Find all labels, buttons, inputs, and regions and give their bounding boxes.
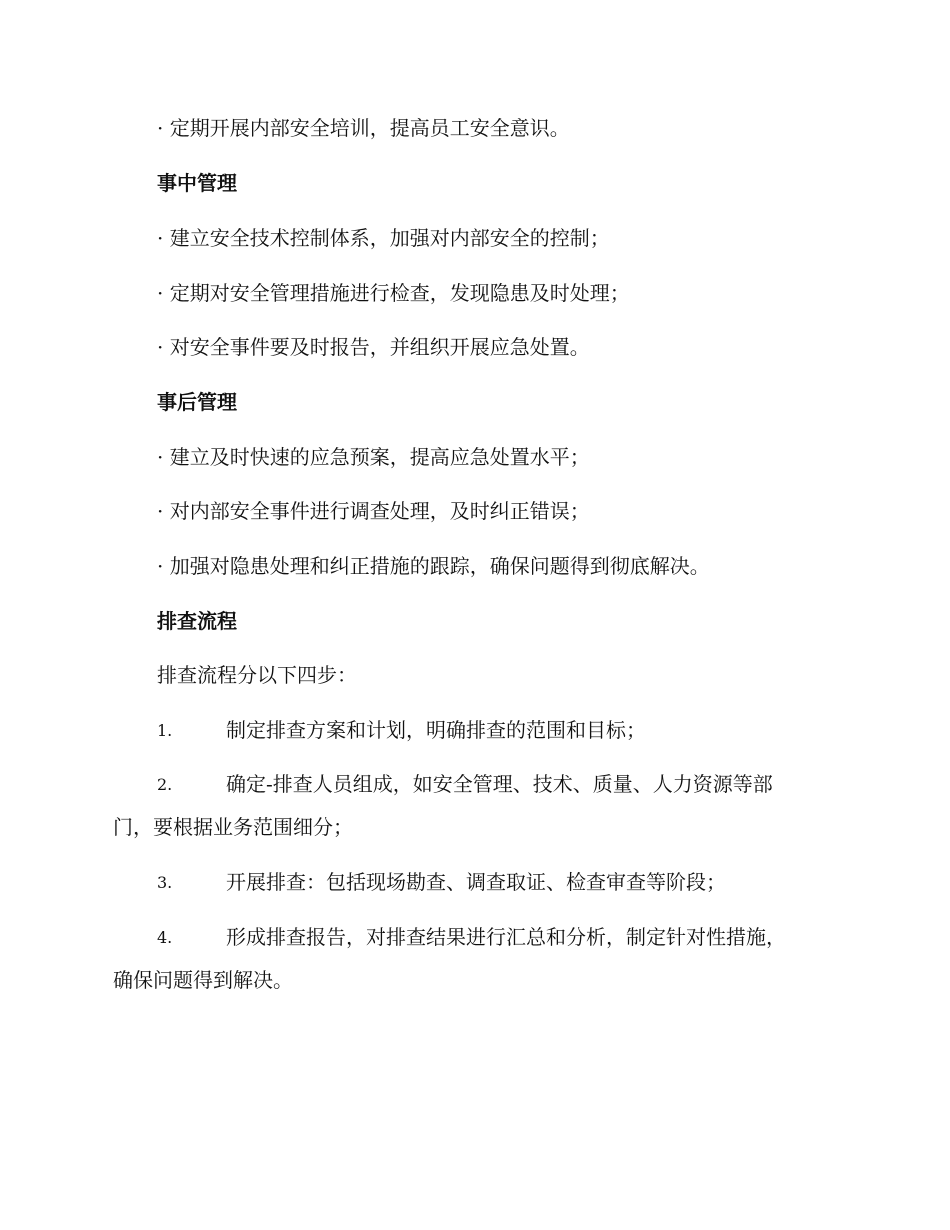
bullet-after-1: · 建立及时快速的应急预案，提高应急处置水平； <box>157 445 590 469</box>
bullet-during-2: · 定期对安全管理措施进行检查，发现隐患及时处理； <box>157 281 630 305</box>
process-intro: 排查流程分以下四步： <box>157 663 357 687</box>
step-text-4: 形成排查报告，对排查结果进行汇总和分析，制定针对性措施， <box>226 925 786 949</box>
bullet-during-1: · 建立安全技术控制体系，加强对内部安全的控制； <box>157 226 610 250</box>
bullet-after-3: · 加强对隐患处理和纠正措施的跟踪，确保问题得到彻底解决。 <box>157 554 710 578</box>
step-text-1: 制定排查方案和计划，明确排查的范围和目标； <box>226 718 646 742</box>
step-number-3: 3. <box>157 873 173 892</box>
step-number-1: 1. <box>157 721 173 740</box>
section-title-after: 事后管理 <box>157 390 237 414</box>
bullet-during-3: · 对安全事件要及时报告，并组织开展应急处置。 <box>157 335 590 359</box>
step-number-2: 2. <box>157 775 173 794</box>
section-title-process: 排查流程 <box>157 609 237 633</box>
step-text-4-continued: 确保问题得到解决。 <box>113 968 293 992</box>
step-text-2: 确定-排查人员组成，如安全管理、技术、质量、人力资源等部 <box>226 772 773 796</box>
section-title-during: 事中管理 <box>157 171 237 195</box>
bullet-after-2: · 对内部安全事件进行调查处理，及时纠正错误； <box>157 499 590 523</box>
step-number-4: 4. <box>157 928 173 947</box>
step-text-2-continued: 门，要根据业务范围细分； <box>113 815 353 839</box>
bullet-training: · 定期开展内部安全培训，提高员工安全意识。 <box>157 116 570 140</box>
step-text-3: 开展排查：包括现场勘查、调查取证、检查审查等阶段； <box>226 870 726 894</box>
